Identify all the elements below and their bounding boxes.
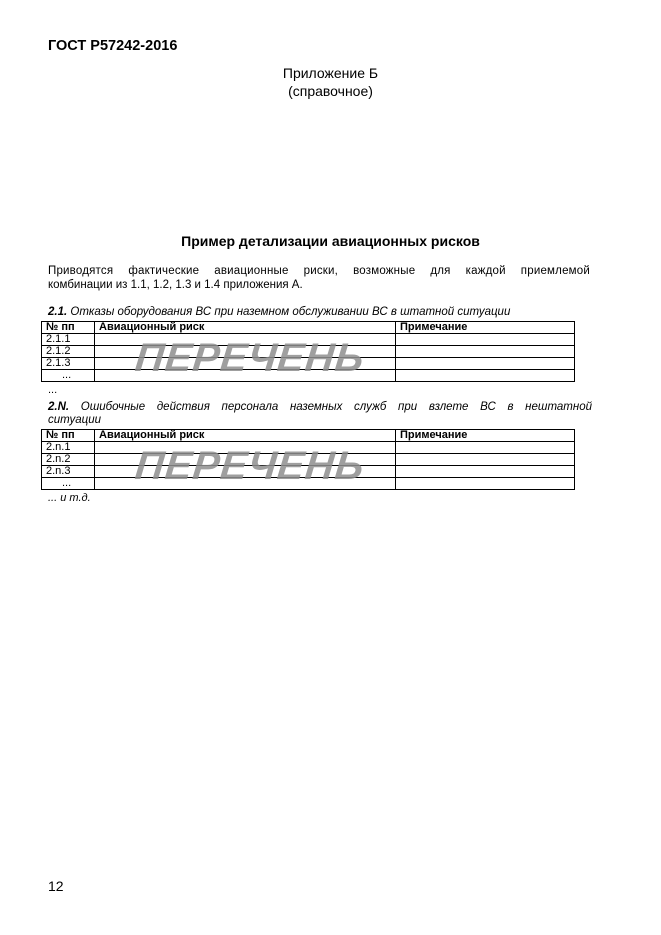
column-header-note: Примечание (396, 430, 575, 442)
row-note (396, 442, 575, 454)
table-header-row (42, 430, 575, 442)
column-header-risk: Авиационный риск (95, 322, 396, 334)
row-number: 2.n.3 (42, 466, 95, 478)
appendix-title: Приложение Б (282, 65, 379, 81)
section-2-title (48, 401, 592, 427)
intro-line-2: комбинации из 1.1, 1.2, 1.3 и 1.4 приложения А. (48, 279, 303, 291)
column-header-note: Примечание (396, 322, 575, 334)
section-2-title-text: Ошибочные действия персонала наземных служб при взлете ВС в нештатной (69, 401, 592, 413)
intro-line-1: Приводятся фактические авиационные риски, возможные для каждой приемлемой (48, 265, 590, 277)
row-note (396, 454, 575, 466)
row-number: 2.1.3 (42, 358, 95, 370)
row-number: 2.1.2 (42, 346, 95, 358)
row-number: ... (42, 478, 95, 490)
row-note (396, 370, 575, 382)
section-heading: Пример детализации авиационных рисков (181, 233, 480, 249)
page-number: 12 (48, 878, 64, 894)
row-number: 2.n.2 (42, 454, 95, 466)
section-1-title-text: Отказы оборудования ВС при наземном обслуживании ВС в штатной ситуации (67, 306, 511, 318)
section-1-title (48, 306, 593, 319)
section-2-number: 2.N. (48, 401, 70, 413)
row-number: 2.n.1 (42, 442, 95, 454)
row-note (396, 346, 575, 358)
row-number: ... (42, 370, 95, 382)
row-note (396, 358, 575, 370)
row-note (396, 466, 575, 478)
watermark-stamp: ПЕРЕЧЕНЬ (133, 444, 367, 488)
column-header-number: № пп (42, 322, 95, 334)
section-2-title-line-2: ситуации (48, 414, 101, 426)
column-header-risk: Авиационный риск (95, 430, 396, 442)
row-note (396, 478, 575, 490)
section-1-continuation: ... (48, 384, 58, 396)
document-id: ГОСТ Р57242-2016 (48, 38, 178, 54)
appendix-subtitle: (справочное) (288, 83, 373, 99)
table-header-row (42, 322, 575, 334)
row-note (396, 334, 575, 346)
row-number: 2.1.1 (42, 334, 95, 346)
watermark-stamp: ПЕРЕЧЕНЬ (133, 336, 367, 380)
column-header-number: № пп (42, 430, 95, 442)
section-2-title-line-1 (48, 401, 592, 414)
section-1-number: 2.1. (48, 306, 68, 318)
section-2-continuation: ... и т.д. (48, 492, 91, 504)
intro-paragraph (48, 264, 590, 292)
